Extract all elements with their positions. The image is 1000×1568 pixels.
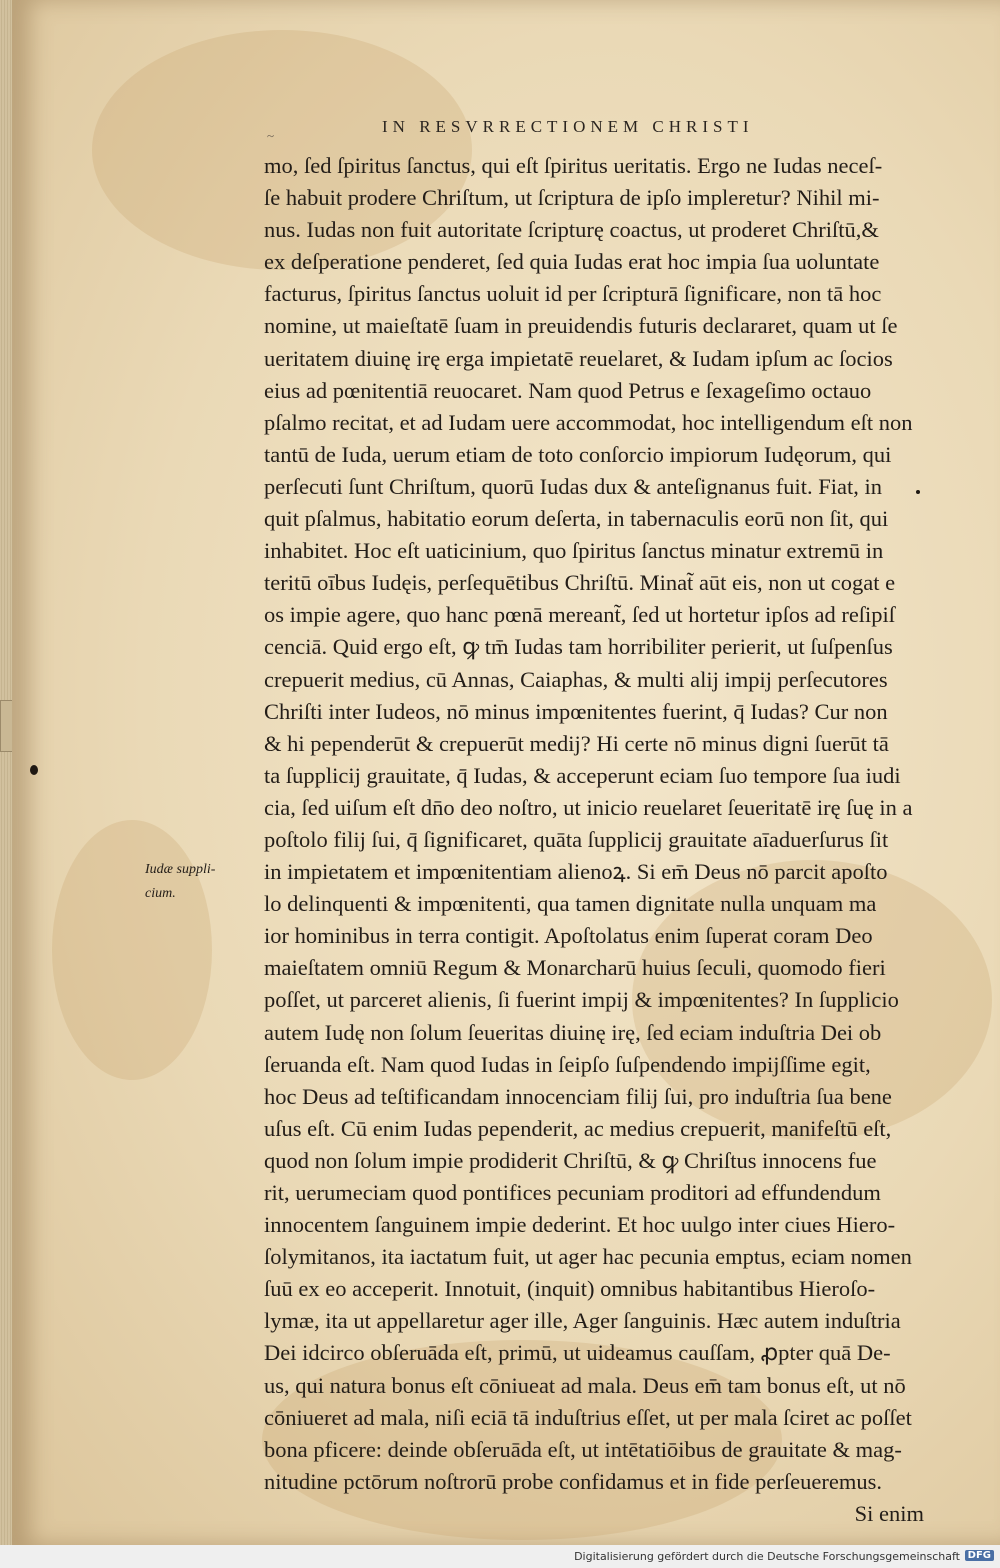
running-title: IN RESVRRECTIONEM CHRISTI [382,117,754,136]
text-line: crepuerit medius, cū Annas, Caiaphas, & multi alij impij perſecutores [264,666,888,692]
text-line: ſolymitanos, ita iactatum fuit, ut ager hac pecunia emptus, eciam nomen [264,1244,912,1270]
text-line: quit pſalmus, habitatio eorum deſerta, in tabernaculis eorū non ſit, qui [264,506,889,532]
text-line: poſtolo filij ſui, q̄ ſignificaret, quāta ſupplicij grauitate aīaduerſurus ſit [264,826,889,852]
text-line: bona pficere: deinde obſeruāda eſt, ut intētatiōibus de grauitate & mag- [264,1436,902,1462]
text-line: pſalmo recitat, et ad Iudam uere accommodat, hoc intelligendum eſt non [264,409,913,435]
text-line: hoc Deus ad teſtificandam innocenciam filij ſui, pro induſtria ſua bene [264,1083,892,1109]
folio-mark: ~ [267,128,275,143]
text-line: nus. Iudas non fuit autoritate ſcripturę coactus, ut proderet Chriſtū,& [264,217,879,243]
footer-credit: Digitalisierung gefördert durch die Deutsche Forschungsgemeinschaft [574,1550,960,1563]
text-line: ſeruanda eſt. Nam quod Iudas in ſeipſo ſuſpendendo impijſſime egit, [264,1051,871,1077]
text-line: ſuū ex eo acceperit. Innotuit, (inquit) omnibus habitantibus Hieroſo- [264,1276,876,1302]
ink-spot [30,765,38,775]
page-scan [12,0,1000,1545]
body-text [264,150,924,1530]
text-line: ſe habuit prodere Chriſtum, ut ſcriptura de ipſo impleretur? Nihil mi- [264,185,880,211]
text-line: innocentem ſanguinem impie dederint. Et hoc uulgo inter ciues Hiero- [264,1212,896,1238]
text-line: ior hominibus in terra contigit. Apoſtolatus enim ſuperat coram Deo [264,923,873,949]
text-line: poſſet, ut parceret alienis, ſi fuerint impij & impœnitentes? In ſupplicio [264,987,899,1013]
text-line: us, qui natura bonus eſt cōniueat ad mala. Deus em̄ tam bonus eſt, ut nō [264,1372,906,1398]
text-line: Chriſti inter Iudeos, nō minus impœnitentes fuerint, q̄ Iudas? Cur non [264,698,888,724]
text-line: uſus eſt. Cū enim Iudas pependerit, ac medius crepuerit, manifeſtū eſt, [264,1115,892,1141]
text-line: eius ad pœnitentiā reuocaret. Nam quod Petrus e ſexageſimo octauo [264,377,872,403]
text-line: maieſtatem omniū Regum & Monarcharū huius ſeculi, quomodo fieri [264,955,886,981]
text-line: os impie agere, quo hanc pœnā mereant̃, ſed ut hortetur ipſos ad reſipiſ [264,602,896,628]
text-line: cenciā. Quid ergo eſt, ꝙ tm̄ Iudas tam horribiliter perierit, ut ſuſpenſus [264,634,893,660]
text-line: ta ſupplicij grauitate, q̄ Iudas, & acceperunt eciam ſuo tempore ſua iudi [264,762,901,788]
text-line: nitudine pctōrum noſtrorū probe confidamus et in fide perſeueremus. [264,1468,882,1494]
text-line: rit, uerumeciam quod pontifices pecuniam proditori ad effundendum [264,1180,881,1205]
ink-spot [916,490,920,494]
marginal-note-line: cium. [145,886,176,901]
text-line: Dei idcirco obſeruāda eſt, primū, ut uideamus cauſſam, ꝓpter quā De- [264,1340,891,1366]
text-line: ex deſperatione penderet, ſed quia Iudas erat hoc impia ſua uoluntate [264,249,880,275]
marginal-note-line: Iudæ suppli- [145,862,216,877]
text-line: ueritatem diuinę irę erga impietatē reuelaret, & Iudam ipſum ac ſocios [264,345,893,371]
text-line: cia, ſed uiſum eſt dn̄o deo noſtro, ut inicio reuelaret ſeueritatē irę ſuę in a [264,794,913,820]
text-line: lo delinquenti & impœnitenti, qua tamen dignitate nulla unquam ma [264,891,877,917]
text-line: & hi pependerūt & crepuerūt medij? Hi certe nō minus digni ſuerūt tā [264,730,889,756]
text-line: in impietatem et impœnitentiam alienoꝝ. Si em̄ Deus nō parcit apoſto [264,859,888,885]
catchword: Si enim [854,1500,924,1526]
text-line: lymæ, ita ut appellaretur ager ille, Ager ſanguinis. Hæc autem induſtria [264,1308,901,1334]
text-line: quod non ſolum impie prodiderit Chriſtū, & ꝙ Chriſtus innocens fue [264,1147,877,1173]
text-line: mo, ſed ſpiritus ſanctus, qui eſt ſpiritus ueritatis. Ergo ne Iudas neceſ- [264,153,883,178]
dfg-logo: DFG [965,1550,994,1561]
text-line: perſecuti ſunt Chriſtum, quorū Iudas dux & anteſignanus fuit. Fiat, in [264,473,883,499]
text-line: autem Iudę non ſolum ſeueritas diuinę irę, ſed eciam induſtria Dei ob [264,1019,882,1045]
text-line: inhabitet. Hoc eſt uaticinium, quo ſpiritus ſanctus minatur extremū in [264,538,884,564]
text-line: tantū de Iuda, uerum etiam de toto conſorcio impiorum Iudęorum, qui [264,441,892,467]
text-line: facturus, ſpiritus ſanctus uoluit id per ſcripturā ſignificare, non tā hoc [264,281,882,307]
text-line: cōniueret ad mala, niſi eciā tā induſtrius eſſet, ut per mala ſciret ac poſſet [264,1404,912,1430]
text-line: nomine, ut maieſtatē ſuam in preuidendis futuris declararet, quam ut ſe [264,313,898,339]
digitization-footer [0,1545,1000,1568]
text-line: teritū oībus Iudęis, perſequētibus Chriſtū. Minat̃ aūt eis, non ut cogat e [264,570,896,596]
marginal-note [145,858,255,906]
